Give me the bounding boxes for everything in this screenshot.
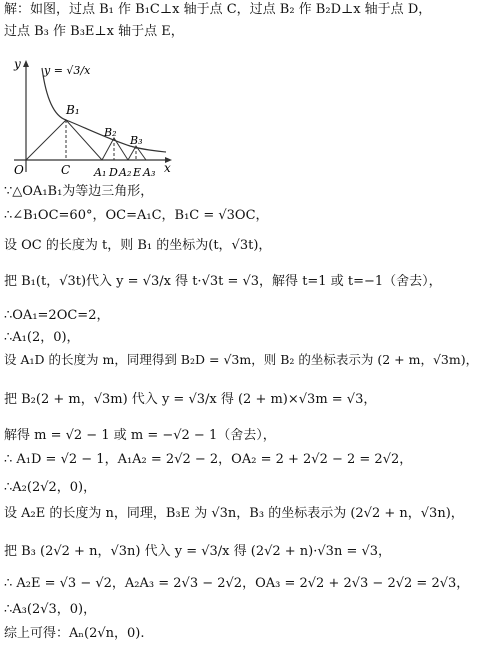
text-line-10: 把 B₂(2 + m，√3m) 代入 y = √3/x 得 (2 + m)×√3m = √3， [4, 392, 377, 407]
text-line-16: ∴ A₂E = √3 − √2，A₂A₃ = 2√3 − 2√2，OA₃ = 2√2 + 2√3 − 2√2 = 2√3， [4, 576, 470, 591]
hyperbola-figure [6, 54, 181, 184]
y-axis-arrow-icon [23, 60, 29, 67]
text-line-7: ∴OA₁=2OC=2， [4, 308, 110, 323]
point-a1-label: A₁ [94, 166, 107, 179]
curve-label: y = √3/x [44, 64, 91, 77]
text-line-14: 设 A₂E 的长度为 n，同理，B₃E 为 √3n，B₃ 的坐标表示为 (2√2 + n，√3n)， [4, 506, 464, 521]
text-line-15: 把 B₃ (2√2 + n，√3n) 代入 y = √3/x 得 (2√2 + n)·√3n = √3， [4, 544, 392, 559]
point-b1-label: B₁ [66, 103, 80, 117]
triangle-a2a3b3 [128, 146, 146, 160]
text-line-8: ∴A₁(2，0)， [4, 330, 80, 345]
point-c-label: C [61, 163, 71, 177]
text-line-3: ∵△OA₁B₁为等边三角形， [4, 184, 154, 199]
point-b2-label: B₂ [104, 126, 117, 139]
y-axis-label: y [14, 57, 21, 71]
origin-label: O [14, 163, 24, 177]
point-a3-label: A₃ [143, 166, 156, 179]
text-line-12: ∴ A₁D = √2 − 1，A₁A₂ = 2√2 − 2，OA₂ = 2 + 2√2 − 2 = 2√2， [4, 452, 413, 467]
text-line-6: 把 B₁(t，√3t)代入 y = √3/x 得 t·√3t = √3，解得 t=1 或 t=−1（舍去）， [4, 274, 442, 289]
hyperbola-curve [42, 68, 166, 152]
point-b3-label: B₃ [130, 134, 143, 147]
text-line-2: 过点 B₃ 作 B₃E⊥x 轴于点 E， [4, 24, 184, 39]
text-line-1: 解：如图，过点 B₁ 作 B₁C⊥x 轴于点 C，过点 B₂ 作 B₂D⊥x 轴于点 D， [4, 2, 432, 17]
triangle-a1a2b2 [102, 138, 128, 160]
text-line-17: ∴A₃(2√3，0)， [4, 602, 97, 617]
point-a2-label: A₂ [119, 166, 132, 179]
x-axis-label: x [164, 161, 171, 175]
text-line-18: 综上可得：Aₙ(2√n，0). [4, 626, 145, 641]
triangle-oa1b1 [26, 120, 102, 160]
text-line-4: ∴∠B₁OC=60°，OC=A₁C，B₁C = √3OC， [4, 208, 269, 223]
text-line-9: 设 A₁D 的长度为 m，同理得到 B₂D = √3m，则 B₂ 的坐标表示为 (2 + m，√3m)， [4, 352, 479, 367]
text-line-13: ∴A₂(2√2，0)， [4, 480, 97, 495]
point-d-label: D [109, 166, 118, 179]
point-e-label: E [133, 166, 142, 179]
text-line-11: 解得 m = √2 − 1 或 m = −√2 − 1（舍去）， [4, 428, 276, 443]
text-line-5: 设 OC 的长度为 t，则 B₁ 的坐标为(t，√3t)， [4, 238, 272, 253]
